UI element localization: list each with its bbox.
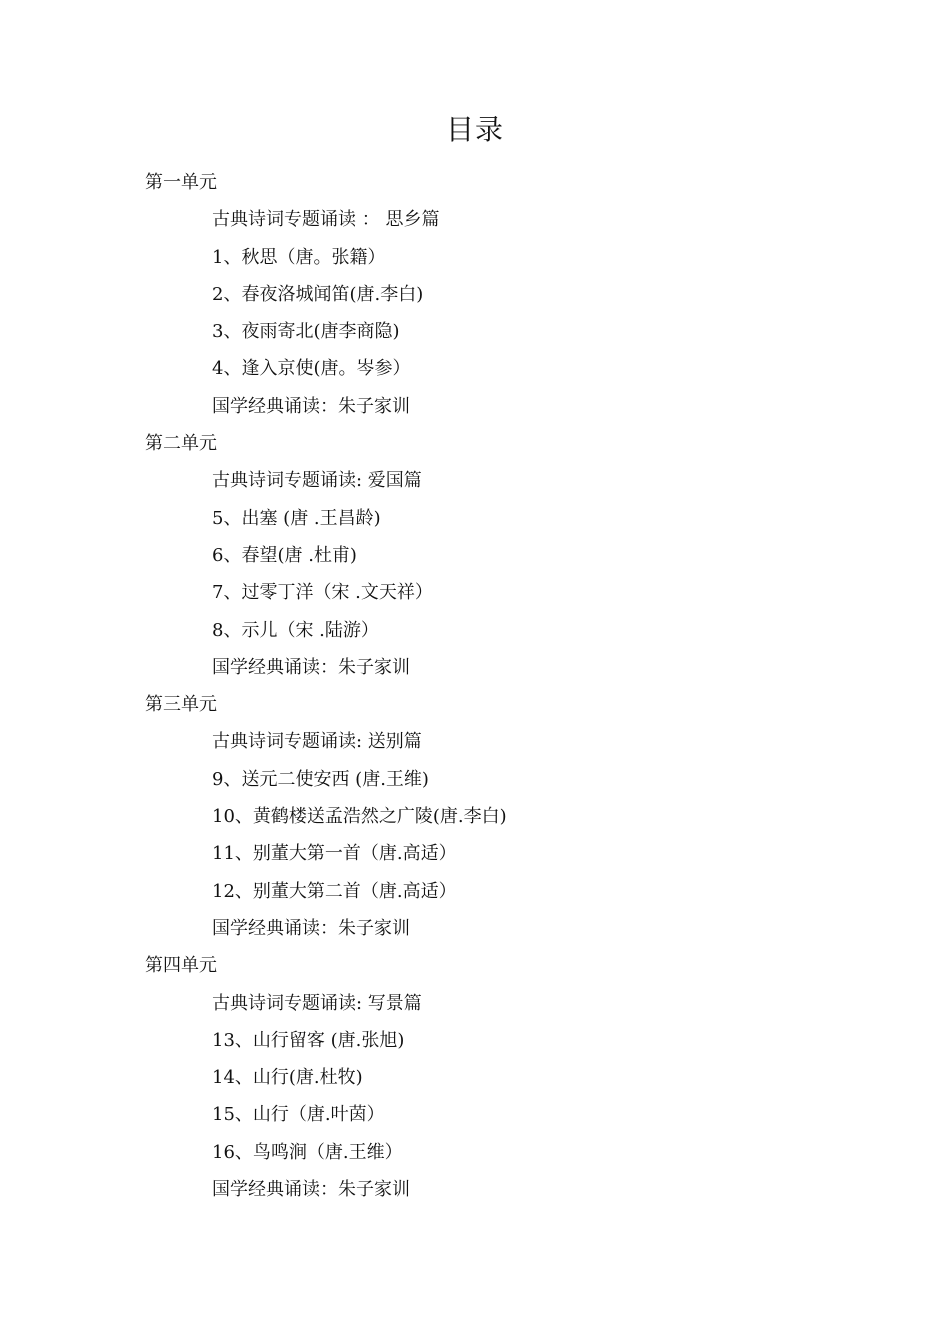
poem-entry: 16、鸟鸣涧（唐.王维） [212,1141,403,1163]
poem-entry: 7、过零丁洋（宋 .文天祥） [212,582,433,604]
poem-entry: 8、示儿（宋 .陆游） [212,619,379,641]
classic-reading-entry: 国学经典诵读：朱子家训 [212,1179,410,1201]
poem-entry: 11、别董大第一首（唐.高适） [212,843,457,865]
page-title: 目录 [445,113,504,146]
unit-heading: 第三单元 [145,694,217,716]
unit-heading: 第二单元 [145,433,217,455]
table-of-contents [0,164,950,1208]
classic-reading-entry: 国学经典诵读：朱子家训 [212,917,410,939]
poem-entry: 9、送元二使安西 (唐.王维) [212,768,429,790]
topic-entry: 古典诗词专题诵读 ： 思乡篇 [212,209,440,231]
unit-section [0,686,950,947]
unit-section [0,164,950,425]
unit-heading: 第一单元 [145,172,217,193]
poem-entry: 6、春望(唐 .杜甫) [212,544,357,566]
poem-entry: 2、春夜洛城闻笛(唐.李白) [212,283,424,305]
topic-entry: 古典诗词专题诵读: 写景篇 [212,992,422,1014]
topic-entry: 古典诗词专题诵读: 爱国篇 [212,470,422,492]
classic-reading-entry: 国学经典诵读：朱子家训 [212,395,410,417]
poem-entry: 15、山行（唐.叶茵） [212,1104,385,1126]
poem-entry: 5、出塞 (唐 .王昌龄) [212,507,381,529]
poem-entry: 10、黄鹤楼送孟浩然之广陵(唐.李白) [212,806,507,828]
poem-entry: 1、秋思（唐。张籍） [212,246,386,268]
topic-entry: 古典诗词专题诵读: 送别篇 [212,731,422,753]
poem-entry: 4、逢入京使(唐。岑参） [212,358,411,380]
poem-entry: 12、别董大第二首（唐.高适） [212,880,457,902]
unit-section [0,425,950,686]
poem-entry: 14、山行(唐.杜牧) [212,1067,363,1089]
unit-section [0,947,950,1208]
classic-reading-entry: 国学经典诵读：朱子家训 [212,656,410,678]
poem-entry: 13、山行留客 (唐.张旭) [212,1029,405,1051]
poem-entry: 3、夜雨寄北(唐李商隐) [212,321,400,343]
unit-heading: 第四单元 [145,955,217,977]
